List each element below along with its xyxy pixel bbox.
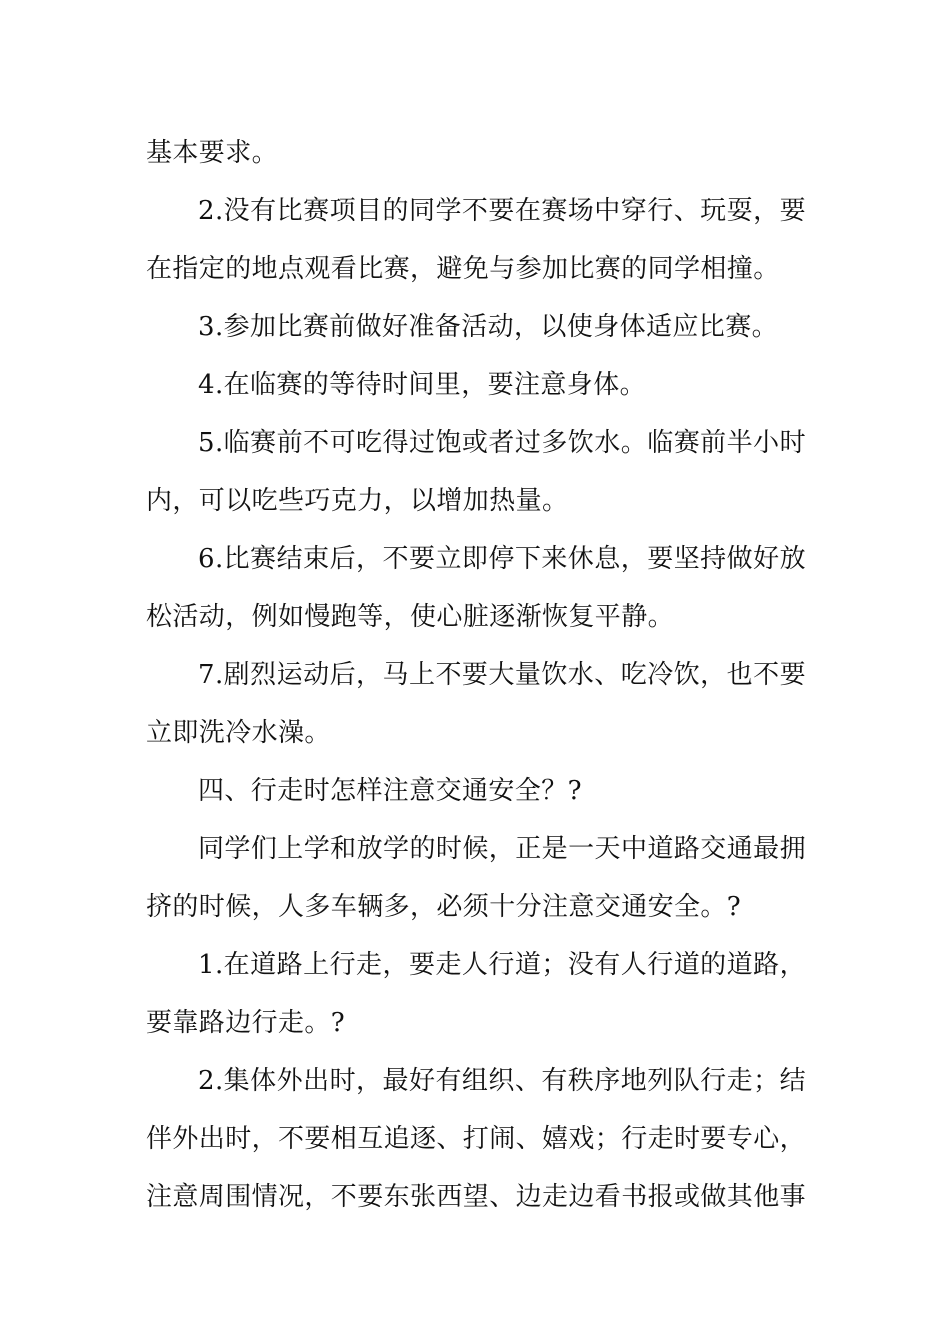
paragraph-intro: 同学们上学和放学的时候，正是一天中道路交通最拥挤的时候，人多车辆多，必须十分注意交通安全。?	[146, 834, 806, 922]
document-body	[146, 124, 806, 1226]
paragraph-item-7: 7.剧烈运动后，马上不要大量饮水、吃冷饮，也不要立即洗冷水澡。	[146, 660, 806, 748]
paragraph-rule-1: 1.在道路上行走，要走人行道；没有人行道的道路，要靠路边行走。?	[146, 950, 806, 1038]
section-heading: 四、行走时怎样注意交通安全？?	[198, 776, 582, 806]
paragraph-continuation: 基本要求。	[146, 138, 279, 168]
paragraph-item-2: 2.没有比赛项目的同学不要在赛场中穿行、玩耍，要在指定的地点观看比赛，避免与参加比赛的同学相撞。	[146, 196, 806, 284]
paragraph-item-4: 4.在临赛的等待时间里，要注意身体。	[198, 370, 647, 400]
paragraph-item-3: 3.参加比赛前做好准备活动，以使身体适应比赛。	[198, 312, 779, 342]
paragraph-item-6: 6.比赛结束后，不要立即停下来休息，要坚持做好放松活动，例如慢跑等，使心脏逐渐恢复平静。	[146, 544, 806, 632]
paragraph-item-5: 5.临赛前不可吃得过饱或者过多饮水。临赛前半小时内，可以吃些巧克力，以增加热量。	[146, 428, 806, 516]
paragraph-rule-2: 2.集体外出时，最好有组织、有秩序地列队行走；结伴外出时，不要相互追逐、打闹、嬉戏；行走时要专心，注意周围情况，不要东张西望、边走边看书报或做其他事	[146, 1066, 807, 1212]
